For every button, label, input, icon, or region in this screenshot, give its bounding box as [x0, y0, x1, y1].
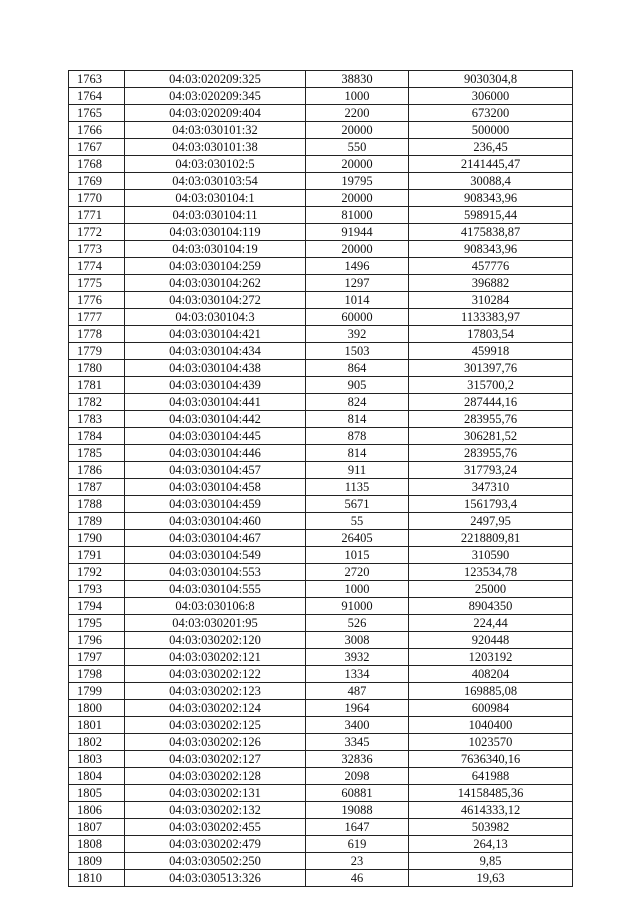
value-cell: 1023570	[409, 734, 573, 751]
row-number-cell: 1790	[69, 530, 125, 547]
value-cell: 908343,96	[409, 190, 573, 207]
table-row	[69, 632, 573, 649]
cadastral-number-cell: 04:03:030106:8	[125, 598, 306, 615]
row-number-cell: 1785	[69, 445, 125, 462]
value-cell: 2218809,81	[409, 530, 573, 547]
cadastral-number-cell: 04:03:030202:455	[125, 819, 306, 836]
area-cell: 23	[306, 853, 409, 870]
value-cell: 19,63	[409, 870, 573, 887]
area-cell: 864	[306, 360, 409, 377]
value-cell: 408204	[409, 666, 573, 683]
table-row	[69, 649, 573, 666]
table-row	[69, 836, 573, 853]
row-number-cell: 1778	[69, 326, 125, 343]
value-cell: 598915,44	[409, 207, 573, 224]
table-row	[69, 615, 573, 632]
area-cell: 526	[306, 615, 409, 632]
cadastral-number-cell: 04:03:030104:467	[125, 530, 306, 547]
table-row	[69, 547, 573, 564]
table-row	[69, 326, 573, 343]
value-cell: 396882	[409, 275, 573, 292]
area-cell: 814	[306, 445, 409, 462]
row-number-cell: 1780	[69, 360, 125, 377]
table-row	[69, 88, 573, 105]
row-number-cell: 1775	[69, 275, 125, 292]
area-cell: 1647	[306, 819, 409, 836]
row-number-cell: 1786	[69, 462, 125, 479]
table-row	[69, 190, 573, 207]
cadastral-number-cell: 04:03:030202:123	[125, 683, 306, 700]
area-cell: 487	[306, 683, 409, 700]
value-cell: 287444,16	[409, 394, 573, 411]
value-cell: 7636340,16	[409, 751, 573, 768]
value-cell: 673200	[409, 105, 573, 122]
area-cell: 392	[306, 326, 409, 343]
row-number-cell: 1808	[69, 836, 125, 853]
area-cell: 3400	[306, 717, 409, 734]
table-row	[69, 462, 573, 479]
row-number-cell: 1782	[69, 394, 125, 411]
cadastral-number-cell: 04:03:030101:38	[125, 139, 306, 156]
row-number-cell: 1806	[69, 802, 125, 819]
table-row	[69, 734, 573, 751]
cadastral-number-cell: 04:03:030103:54	[125, 173, 306, 190]
area-cell: 91944	[306, 224, 409, 241]
table-row	[69, 564, 573, 581]
row-number-cell: 1765	[69, 105, 125, 122]
table-row	[69, 360, 573, 377]
row-number-cell: 1763	[69, 71, 125, 88]
table-row	[69, 785, 573, 802]
area-cell: 19088	[306, 802, 409, 819]
value-cell: 310284	[409, 292, 573, 309]
cadastral-number-cell: 04:03:030104:434	[125, 343, 306, 360]
row-number-cell: 1781	[69, 377, 125, 394]
cadastral-number-cell: 04:03:030104:549	[125, 547, 306, 564]
area-cell: 19795	[306, 173, 409, 190]
table-row	[69, 275, 573, 292]
value-cell: 347310	[409, 479, 573, 496]
row-number-cell: 1800	[69, 700, 125, 717]
table-row	[69, 309, 573, 326]
area-cell: 91000	[306, 598, 409, 615]
table-row	[69, 241, 573, 258]
area-cell: 20000	[306, 122, 409, 139]
area-cell: 5671	[306, 496, 409, 513]
value-cell: 9030304,8	[409, 71, 573, 88]
cadastral-number-cell: 04:03:030104:19	[125, 241, 306, 258]
cadastral-number-cell: 04:03:030513:326	[125, 870, 306, 887]
cadastral-number-cell: 04:03:030104:438	[125, 360, 306, 377]
value-cell: 123534,78	[409, 564, 573, 581]
row-number-cell: 1789	[69, 513, 125, 530]
cadastral-number-cell: 04:03:030104:459	[125, 496, 306, 513]
table-row	[69, 258, 573, 275]
row-number-cell: 1771	[69, 207, 125, 224]
cadastral-number-cell: 04:03:030104:442	[125, 411, 306, 428]
value-cell: 459918	[409, 343, 573, 360]
area-cell: 2200	[306, 105, 409, 122]
area-cell: 1503	[306, 343, 409, 360]
cadastral-number-cell: 04:03:030104:3	[125, 309, 306, 326]
cadastral-number-cell: 04:03:030202:131	[125, 785, 306, 802]
area-cell: 1496	[306, 258, 409, 275]
cadastral-number-cell: 04:03:030104:11	[125, 207, 306, 224]
table-row	[69, 105, 573, 122]
area-cell: 911	[306, 462, 409, 479]
table-row	[69, 666, 573, 683]
value-cell: 1561793,4	[409, 496, 573, 513]
value-cell: 306000	[409, 88, 573, 105]
table-row	[69, 751, 573, 768]
value-cell: 236,45	[409, 139, 573, 156]
area-cell: 20000	[306, 156, 409, 173]
area-cell: 1135	[306, 479, 409, 496]
table-row	[69, 530, 573, 547]
table-row	[69, 853, 573, 870]
value-cell: 500000	[409, 122, 573, 139]
area-cell: 60881	[306, 785, 409, 802]
cadastral-number-cell: 04:03:030202:125	[125, 717, 306, 734]
cadastral-number-cell: 04:03:030104:119	[125, 224, 306, 241]
area-cell: 824	[306, 394, 409, 411]
cadastral-number-cell: 04:03:030104:421	[125, 326, 306, 343]
value-cell: 14158485,36	[409, 785, 573, 802]
cadastral-number-cell: 04:03:030202:124	[125, 700, 306, 717]
row-number-cell: 1773	[69, 241, 125, 258]
row-number-cell: 1774	[69, 258, 125, 275]
row-number-cell: 1792	[69, 564, 125, 581]
value-cell: 8904350	[409, 598, 573, 615]
area-cell: 814	[306, 411, 409, 428]
value-cell: 301397,76	[409, 360, 573, 377]
value-cell: 2141445,47	[409, 156, 573, 173]
area-cell: 3345	[306, 734, 409, 751]
table-row	[69, 224, 573, 241]
area-cell: 619	[306, 836, 409, 853]
cadastral-number-cell: 04:03:030202:122	[125, 666, 306, 683]
table-row	[69, 717, 573, 734]
cadastral-number-cell: 04:03:030104:1	[125, 190, 306, 207]
value-cell: 641988	[409, 768, 573, 785]
area-cell: 1964	[306, 700, 409, 717]
value-cell: 283955,76	[409, 411, 573, 428]
cadastral-number-cell: 04:03:030202:126	[125, 734, 306, 751]
area-cell: 905	[306, 377, 409, 394]
area-cell: 3008	[306, 632, 409, 649]
table-row	[69, 445, 573, 462]
table-row	[69, 292, 573, 309]
row-number-cell: 1802	[69, 734, 125, 751]
cadastral-number-cell: 04:03:030104:458	[125, 479, 306, 496]
row-number-cell: 1796	[69, 632, 125, 649]
table-row	[69, 819, 573, 836]
value-cell: 908343,96	[409, 241, 573, 258]
area-cell: 55	[306, 513, 409, 530]
row-number-cell: 1794	[69, 598, 125, 615]
row-number-cell: 1807	[69, 819, 125, 836]
table-row	[69, 683, 573, 700]
area-cell: 3932	[306, 649, 409, 666]
table-row	[69, 207, 573, 224]
area-cell: 1334	[306, 666, 409, 683]
row-number-cell: 1795	[69, 615, 125, 632]
table-row	[69, 598, 573, 615]
row-number-cell: 1764	[69, 88, 125, 105]
value-cell: 4614333,12	[409, 802, 573, 819]
value-cell: 457776	[409, 258, 573, 275]
area-cell: 46	[306, 870, 409, 887]
cadastral-number-cell: 04:03:030101:32	[125, 122, 306, 139]
cadastral-number-cell: 04:03:030104:259	[125, 258, 306, 275]
table-row	[69, 394, 573, 411]
area-cell: 1000	[306, 581, 409, 598]
value-cell: 600984	[409, 700, 573, 717]
table-row	[69, 139, 573, 156]
cadastral-number-cell: 04:03:030104:272	[125, 292, 306, 309]
row-number-cell: 1793	[69, 581, 125, 598]
table-row	[69, 377, 573, 394]
value-cell: 9,85	[409, 853, 573, 870]
table-row	[69, 411, 573, 428]
row-number-cell: 1779	[69, 343, 125, 360]
row-number-cell: 1799	[69, 683, 125, 700]
row-number-cell: 1770	[69, 190, 125, 207]
cadastral-number-cell: 04:03:030202:132	[125, 802, 306, 819]
row-number-cell: 1769	[69, 173, 125, 190]
table-row	[69, 496, 573, 513]
area-cell: 2720	[306, 564, 409, 581]
table-body	[69, 71, 573, 887]
row-number-cell: 1766	[69, 122, 125, 139]
cadastral-number-cell: 04:03:020209:325	[125, 71, 306, 88]
value-cell: 2497,95	[409, 513, 573, 530]
row-number-cell: 1776	[69, 292, 125, 309]
value-cell: 25000	[409, 581, 573, 598]
table-row	[69, 802, 573, 819]
row-number-cell: 1798	[69, 666, 125, 683]
cadastral-number-cell: 04:03:030202:127	[125, 751, 306, 768]
value-cell: 1203192	[409, 649, 573, 666]
table-row	[69, 513, 573, 530]
cadastral-number-cell: 04:03:030104:555	[125, 581, 306, 598]
cadastral-number-cell: 04:03:030202:120	[125, 632, 306, 649]
value-cell: 306281,52	[409, 428, 573, 445]
area-cell: 1014	[306, 292, 409, 309]
row-number-cell: 1767	[69, 139, 125, 156]
table-row	[69, 581, 573, 598]
value-cell: 224,44	[409, 615, 573, 632]
row-number-cell: 1788	[69, 496, 125, 513]
table-row	[69, 343, 573, 360]
value-cell: 30088,4	[409, 173, 573, 190]
cadastral-number-cell: 04:03:030104:441	[125, 394, 306, 411]
area-cell: 1015	[306, 547, 409, 564]
area-cell: 26405	[306, 530, 409, 547]
value-cell: 283955,76	[409, 445, 573, 462]
table-row	[69, 173, 573, 190]
value-cell: 1040400	[409, 717, 573, 734]
area-cell: 2098	[306, 768, 409, 785]
row-number-cell: 1787	[69, 479, 125, 496]
row-number-cell: 1804	[69, 768, 125, 785]
cadastral-number-cell: 04:03:030502:250	[125, 853, 306, 870]
row-number-cell: 1809	[69, 853, 125, 870]
table-row	[69, 71, 573, 88]
area-cell: 38830	[306, 71, 409, 88]
cadastral-number-cell: 04:03:030202:121	[125, 649, 306, 666]
table-row	[69, 156, 573, 173]
area-cell: 20000	[306, 190, 409, 207]
area-cell: 1297	[306, 275, 409, 292]
row-number-cell: 1801	[69, 717, 125, 734]
cadastral-number-cell: 04:03:030201:95	[125, 615, 306, 632]
value-cell: 503982	[409, 819, 573, 836]
row-number-cell: 1768	[69, 156, 125, 173]
value-cell: 315700,2	[409, 377, 573, 394]
area-cell: 550	[306, 139, 409, 156]
value-cell: 310590	[409, 547, 573, 564]
row-number-cell: 1805	[69, 785, 125, 802]
cadastral-number-cell: 04:03:030104:439	[125, 377, 306, 394]
row-number-cell: 1803	[69, 751, 125, 768]
cadastral-number-cell: 04:03:030104:457	[125, 462, 306, 479]
area-cell: 60000	[306, 309, 409, 326]
table-row	[69, 122, 573, 139]
row-number-cell: 1791	[69, 547, 125, 564]
cadastral-number-cell: 04:03:030104:446	[125, 445, 306, 462]
cadastral-number-cell: 04:03:020209:404	[125, 105, 306, 122]
value-cell: 4175838,87	[409, 224, 573, 241]
cadastral-table	[68, 70, 573, 887]
table-row	[69, 700, 573, 717]
row-number-cell: 1797	[69, 649, 125, 666]
value-cell: 17803,54	[409, 326, 573, 343]
row-number-cell: 1772	[69, 224, 125, 241]
area-cell: 878	[306, 428, 409, 445]
area-cell: 20000	[306, 241, 409, 258]
cadastral-number-cell: 04:03:030104:445	[125, 428, 306, 445]
row-number-cell: 1810	[69, 870, 125, 887]
table-row	[69, 870, 573, 887]
area-cell: 81000	[306, 207, 409, 224]
area-cell: 1000	[306, 88, 409, 105]
table-row	[69, 479, 573, 496]
cadastral-number-cell: 04:03:030104:553	[125, 564, 306, 581]
row-number-cell: 1777	[69, 309, 125, 326]
value-cell: 920448	[409, 632, 573, 649]
cadastral-number-cell: 04:03:020209:345	[125, 88, 306, 105]
cadastral-number-cell: 04:03:030202:479	[125, 836, 306, 853]
cadastral-number-cell: 04:03:030104:262	[125, 275, 306, 292]
value-cell: 1133383,97	[409, 309, 573, 326]
cadastral-number-cell: 04:03:030102:5	[125, 156, 306, 173]
value-cell: 264,13	[409, 836, 573, 853]
cadastral-number-cell: 04:03:030104:460	[125, 513, 306, 530]
cadastral-number-cell: 04:03:030202:128	[125, 768, 306, 785]
value-cell: 169885,08	[409, 683, 573, 700]
value-cell: 317793,24	[409, 462, 573, 479]
table-row	[69, 428, 573, 445]
area-cell: 32836	[306, 751, 409, 768]
row-number-cell: 1784	[69, 428, 125, 445]
table-row	[69, 768, 573, 785]
row-number-cell: 1783	[69, 411, 125, 428]
